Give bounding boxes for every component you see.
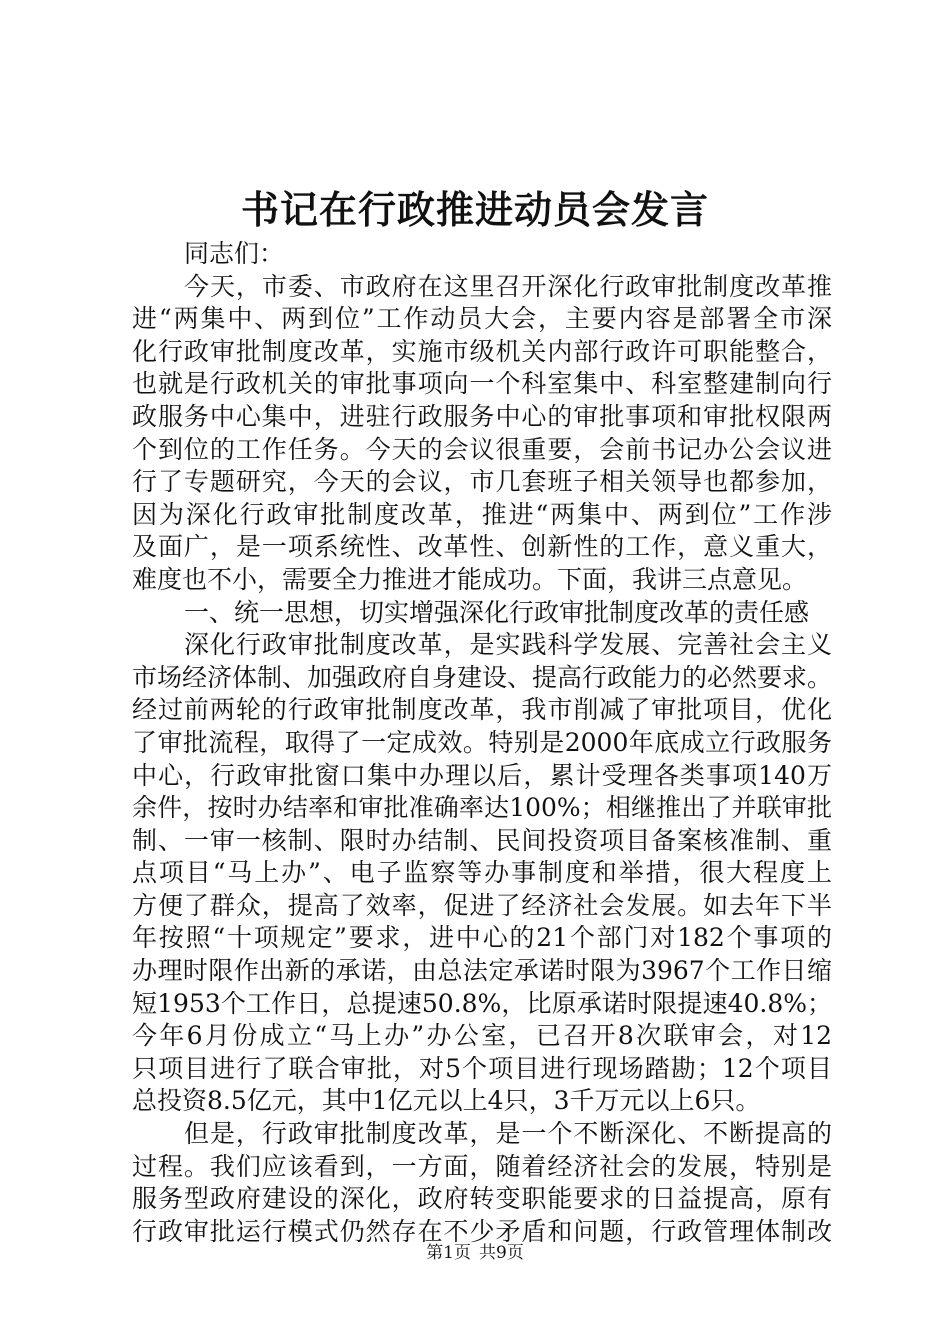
text-line: 年按照“十项规定”要求，进中心的21个部门对182个事项的 (132, 923, 832, 953)
text-line: 办理时限作出新的承诺，由总法定承诺时限为3967个工作日缩 (132, 956, 832, 986)
text-line: 经过前两轮的行政审批制度改革，我市削减了审批项目，优化 (132, 695, 832, 725)
text-line: 难度也不小，需要全力推进才能成功。下面，我讲三点意见。 (132, 564, 808, 594)
text-line: 短1953个工作日，总提速50.8%，比原承诺时限提速40.8%； (132, 988, 832, 1018)
page-footer (0, 1242, 950, 1264)
text-line: 方便了群众，提高了效率，促进了经济社会发展。如去年下半 (132, 890, 832, 920)
text-line: 点项目“马上办”、电子监察等办事制度和举措，很大程度上 (132, 858, 832, 888)
text-line: 因为深化行政审批制度改革，推进“两集中、两到位”工作涉 (132, 499, 832, 529)
text-line: 制、一审一核制、限时办结制、民间投资项目备案核准制、重 (132, 825, 832, 855)
text-line: 总投资8.5亿元，其中1亿元以上4只，3千万元以上6只。 (132, 1086, 761, 1116)
text-line: 深化行政审批制度改革，是实践科学发展、完善社会主义 (184, 630, 832, 660)
text-line: 行了专题研究，今天的会议，市几套班子相关领导也都参加， (132, 467, 832, 497)
total-pages: 共9页 (479, 1243, 524, 1263)
text-line: 化行政审批制度改革，实施市级机关内部行政许可职能整合， (132, 336, 832, 366)
text-line: 了审批流程，取得了一定成效。特别是2000年底成立行政服务 (132, 727, 832, 757)
text-line: 同志们： (184, 239, 285, 268)
text-line: 个到位的工作任务。今天的会议很重要，会前书记办公会议进 (132, 434, 832, 464)
page-number: 第1页 (426, 1243, 471, 1263)
text-line: 只项目进行了联合审批，对5个项目进行现场踏勘；12个项目 (132, 1053, 832, 1083)
text-line: 政服务中心集中，进驻行政服务中心的审批事项和审批权限两 (132, 401, 832, 431)
text-line: 服务型政府建设的深化，政府转变职能要求的日益提高，原有 (132, 1184, 832, 1214)
text-line: 进“两集中、两到位”工作动员大会，主要内容是部署全市深 (132, 304, 832, 334)
text-line: 但是，行政审批制度改革，是一个不断深化、不断提高的 (184, 1119, 832, 1149)
text-line: 今年6月份成立“马上办”办公室，已召开8次联审会，对12 (132, 1021, 832, 1051)
document-body (132, 238, 832, 1248)
text-line: 一、统一思想，切实增强深化行政审批制度改革的责任感 (184, 597, 810, 627)
text-line: 中心，行政审批窗口集中办理以后，累计受理各类事项140万 (132, 760, 832, 790)
text-line: 行政审批运行模式仍然存在不少矛盾和问题，行政管理体制改 (132, 1216, 832, 1246)
text-line: 过程。我们应该看到，一方面，随着经济社会的发展，特别是 (132, 1151, 832, 1181)
text-line: 也就是行政机关的审批事项向一个科室集中、科室整建制向行 (132, 369, 832, 399)
text-line: 今天，市委、市政府在这里召开深化行政审批制度改革推 (184, 271, 832, 301)
text-line: 及面广，是一项系统性、改革性、创新性的工作，意义重大， (132, 532, 832, 562)
text-line: 市场经济体制、加强政府自身建设、提高行政能力的必然要求。 (132, 662, 833, 692)
text-line: 余件，按时办结率和审批准确率达100%；相继推出了并联审批 (132, 793, 832, 823)
page-title: 书记在行政推进动员会发言 (240, 187, 709, 232)
